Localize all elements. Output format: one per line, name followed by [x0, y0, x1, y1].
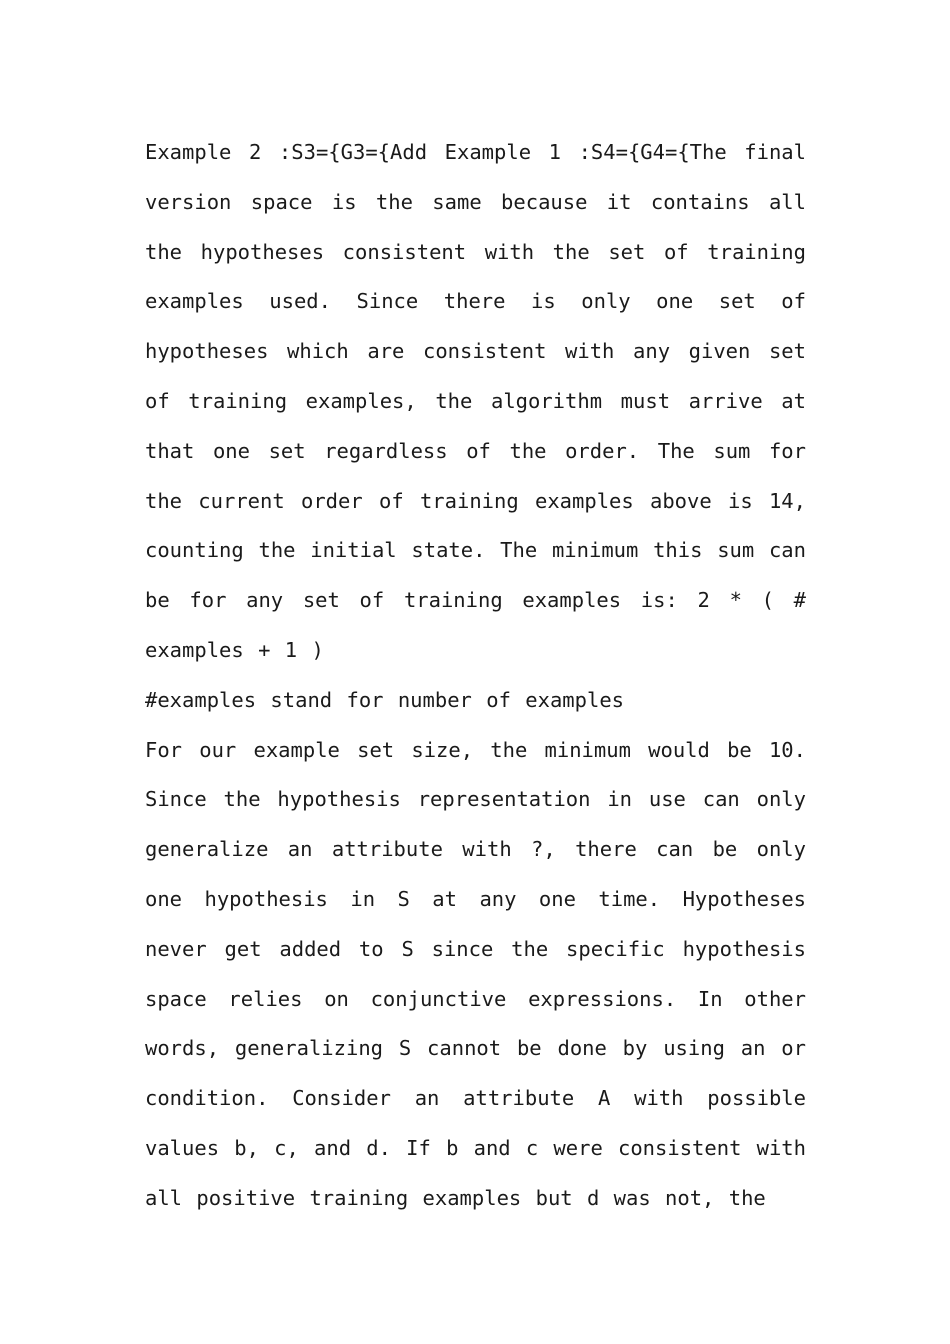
- paragraph-examples-note: #examples stand for number of examples: [145, 687, 624, 712]
- paragraph-minimum-size: For our example set size, the minimum would be 10. Since the hypothesis representation in use can only generalize an attribute with ?, there can be only one hypothesis in S at any one time. Hypotheses never get added to S since the specific hypothesis space relies on conjunctive expressions. In other words, generalizing S cannot be done by using an or condition. Consider an attribute A with possible values b, c, and d. If b and c were consistent with all positive training examples but d was not, the: [145, 737, 806, 1210]
- paragraph-version-space: Example 2 :S3={G3={Add Example 1 :S4={G4={The final version space is the same because it contains all the hypotheses consistent with the set of training examples used. Since there is only one set of hypotheses which are consistent with any given set of training examples, the algorithm must arrive at that one set regardless of the order. The sum for the current order of training examples above is 14, counting the initial state. The minimum this sum can be for any set of training examples is: 2 * ( # examples + 1 ): [145, 140, 806, 662]
- body-text: [145, 128, 806, 1224]
